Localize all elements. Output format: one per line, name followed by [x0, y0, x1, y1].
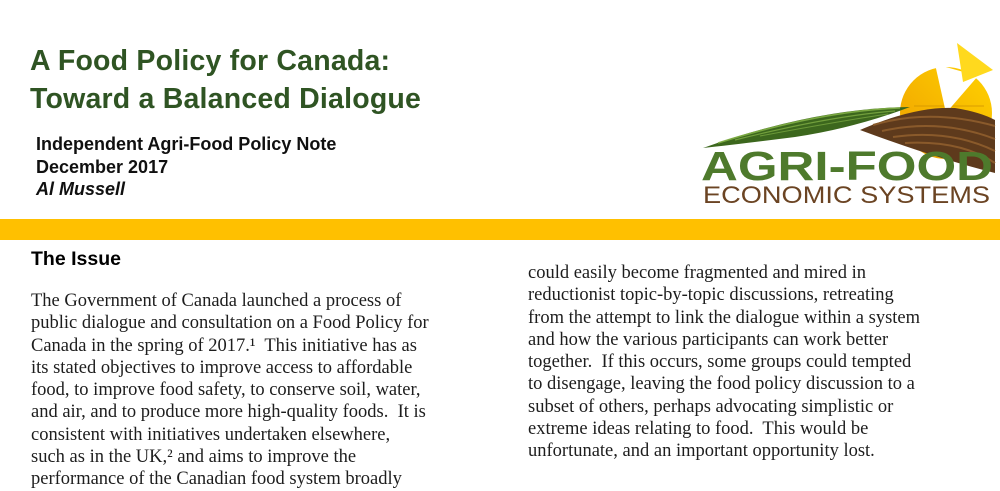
text-line: Canada in the spring of 2017.¹ This initiative has as — [31, 335, 417, 356]
text-line: public dialogue and consultation on a Food Policy for — [31, 313, 429, 334]
text-line: such as in the UK,² and aims to improve the — [31, 447, 357, 468]
meta-date: December 2017 — [36, 156, 169, 177]
section-heading: The Issue — [31, 248, 121, 270]
agrifood-logo — [700, 40, 995, 210]
text-line: The Government of Canada launched a process of — [31, 291, 402, 311]
logo-wordmark: AGRI-FOOD — [701, 143, 993, 189]
page-title-line1: A Food Policy for Canada: — [30, 45, 391, 77]
gold-divider-bar — [0, 219, 1000, 240]
text-line: performance of the Canadian food system broadly — [31, 469, 402, 490]
page-title — [30, 43, 421, 118]
text-line: unfortunate, and an important opportunity lost. — [528, 441, 875, 462]
text-line: to disengage, leaving the food policy discussion to a — [528, 374, 915, 395]
sun-ray-wedge — [957, 43, 993, 82]
meta-series: Independent Agri-Food Policy Note — [36, 134, 337, 154]
text-line: its stated objectives to improve access to affordable — [31, 357, 413, 378]
text-line: and how the various participants can work better — [528, 329, 889, 350]
text-line: consistent with initiatives undertaken elsewhere, — [31, 424, 391, 445]
text-line: extreme ideas relating to food. This would be — [528, 419, 869, 440]
right-column — [528, 262, 990, 463]
text-line: and air, and to produce more high-quality foods. It is — [31, 402, 426, 423]
text-line: subset of others, perhaps advocating simplistic or — [528, 396, 894, 417]
text-line: reductionist topic-by-topic discussions, retreating — [528, 285, 894, 306]
left-column — [31, 290, 496, 491]
page-title-line2: Toward a Balanced Dialogue — [30, 82, 422, 115]
text-line: together. If this occurs, some groups could tempted — [528, 352, 912, 373]
policy-note-meta — [36, 133, 336, 201]
logo-subtext: ECONOMIC SYSTEMS — [703, 182, 990, 209]
text-line: food, to improve food safety, to conserve soil, water, — [31, 380, 421, 401]
meta-author: Al Mussell — [36, 179, 126, 199]
text-line: could easily become fragmented and mired in — [528, 263, 867, 283]
text-line: from the attempt to link the dialogue within a system — [528, 307, 921, 328]
